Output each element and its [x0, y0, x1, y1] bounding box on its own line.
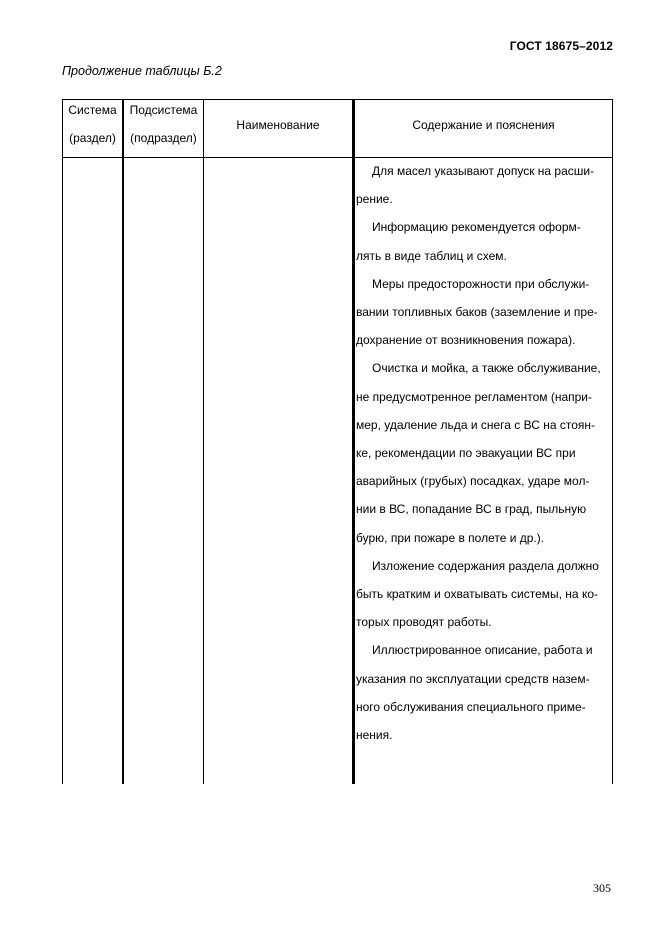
page-number: 305 [593, 881, 611, 895]
header-subsystem-line2: (подраздел) [130, 131, 197, 145]
document-code: ГОСТ 18675–2012 [509, 39, 613, 53]
content-line: ке, рекомендации по эвакуации ВС при [356, 446, 576, 461]
content-line: дохранение от возникновения пожара). [356, 333, 576, 348]
content-line: быть кратким и охватывать системы, на ко- [356, 587, 598, 602]
content-line: бурю, при пожаре в полете и др.). [356, 530, 545, 545]
header-subsystem-line1: Подсистема [129, 103, 198, 117]
table-caption: Продолжение таблицы Б.2 [62, 64, 222, 78]
header-cell-system [63, 96, 122, 152]
content-line: рение. [356, 192, 393, 207]
content-line: указания по эксплуатации средств назем- [356, 671, 590, 686]
content-line: Очистка и мойка, а также обслуживание, [372, 361, 601, 376]
content-line: ного обслуживания специального приме- [356, 699, 586, 714]
content-line: торых проводят работы. [356, 615, 492, 630]
content-line: Для масел указывают допуск на расши- [372, 164, 595, 178]
content-line: нения. [356, 728, 393, 743]
content-line: мер, удаление льда и снега с ВС на стоян- [356, 417, 596, 432]
content-line: Изложение содержания раздела должно [372, 558, 599, 573]
header-system-line1: Система [68, 103, 117, 117]
content-column [356, 157, 609, 749]
header-cell-name: Наименование [236, 118, 320, 132]
content-line: лять в виде таблиц и схем. [356, 248, 507, 263]
content-line: нии в ВС, попадание ВС в град, пыльную [356, 502, 587, 517]
header-cell-subsystem [124, 96, 203, 152]
content-line: Меры предосторожности при обслужи- [372, 276, 590, 291]
content-line: Информацию рекомендуется оформ- [372, 220, 581, 235]
header-cell-content: Содержание и пояснения [412, 118, 555, 132]
content-line: аварийных (грубых) посадках, ударе мол- [356, 474, 590, 489]
content-line: не предусмотренное регламентом (напри- [356, 389, 592, 404]
content-line: вании топливных баков (заземление и пре- [356, 305, 598, 320]
content-line: Иллюстрированное описание, работа и [372, 643, 593, 658]
header-system-line2: (раздел) [69, 131, 116, 145]
